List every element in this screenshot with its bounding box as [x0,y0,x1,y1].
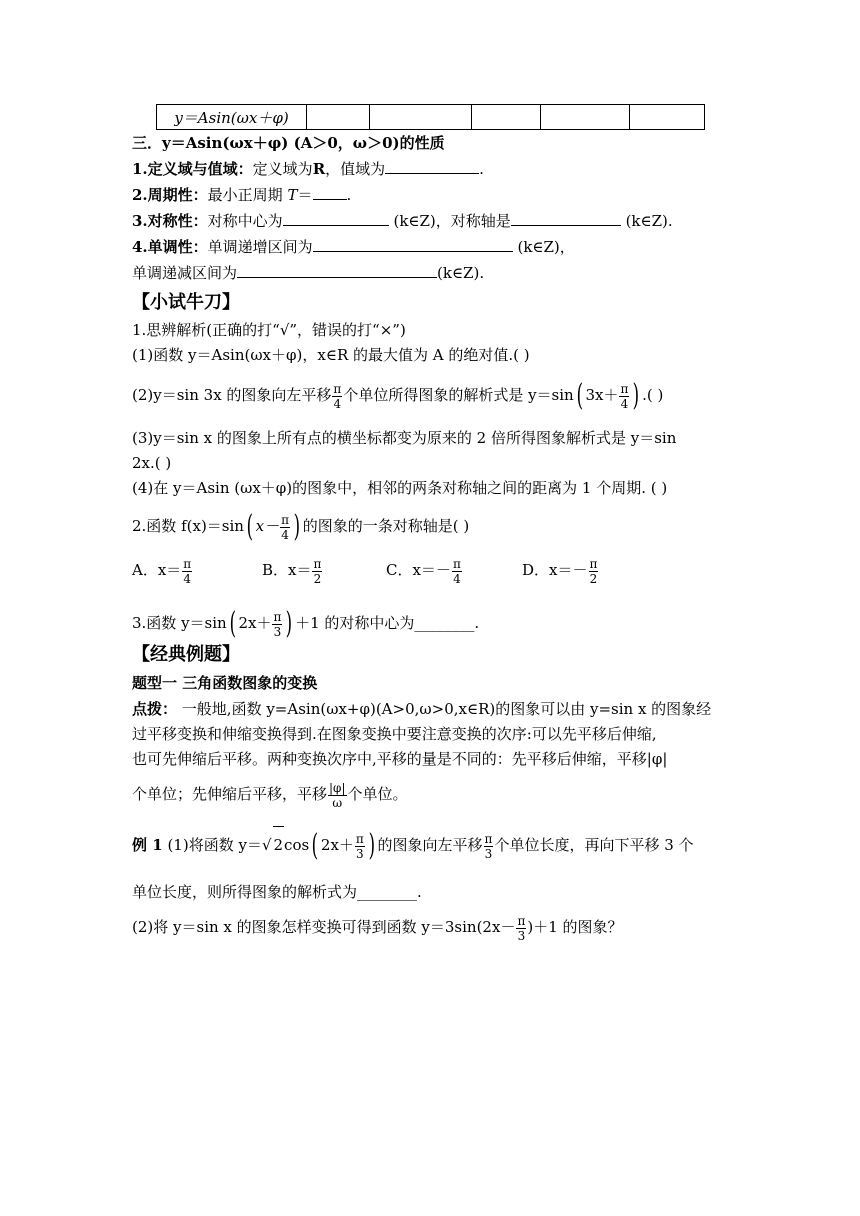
table-cell [541,105,630,130]
answer-blank[interactable] [313,237,513,252]
q1-item-3-cont: 2x.( ) [132,454,172,472]
q2-option-a[interactable]: A．x＝ $\frac{\pi}{4}$ [132,556,192,586]
q1-item-3: (3)y＝sin x 的图象上所有点的横坐标都变为原来的 2 倍所得图象解析式是 y＝sin [132,429,677,447]
property-monotonicity-cont: 单调递减区间为 (k∈Z). [132,264,485,282]
q2-option-c[interactable]: C．x＝－ $\frac{\pi}{4}$ [386,556,461,586]
q2-option-b[interactable]: B．x＝ $\frac{\pi}{2}$ [262,556,322,586]
q1-item-2: (2)y＝sin 3x 的图象向左平移 $\frac{\pi}{4}$ 个单位所得图象的解析式是 y＝sin( 3x＋ $\frac{\pi}{4}$ ) .( ) [132,378,664,413]
answer-blank[interactable] [511,211,621,226]
answer-blank[interactable] [237,263,437,278]
table-cell [630,105,705,130]
answer-blank[interactable] [313,185,347,200]
section-three-title: 三．y＝Asin(ωx＋φ) (A＞0，ω＞0)的性质 [132,134,445,152]
q1-item-1: (1)函数 y＝Asin(ωx＋φ)，x∈R 的最大值为 A 的绝对值.( ) [132,346,530,364]
table-row [157,105,705,130]
property-domain-range: 1.定义域与值域：定义域为R，值域为 . [132,160,484,178]
tip-line-3: 也可先伸缩后平移。两种变换次序中,平移的量是不同的：先平移后伸缩，平移|φ| [132,750,668,768]
examples-heading: 【经典例题】 [132,644,240,665]
tip-line-1: 点拨： 一般地,函数 y=Asin(ωx+φ)(A>0,ω>0,x∈R)的图象可以由 y=sin x 的图象经 [132,700,712,718]
practice-heading: 【小试牛刀】 [132,292,240,313]
example-1-part-2: (2)将 y＝sin x 的图象怎样变换可得到函数 y＝3sin(2x－ $\frac{\pi}{3}$ )＋1 的图象？ [132,913,623,943]
q2-option-d[interactable]: D．x＝－ $\frac{\pi}{2}$ [522,556,598,586]
table-cell [370,105,472,130]
q1-intro: 1.思辨解析(正确的打“√”，错误的打“×”) [132,321,406,339]
answer-blank[interactable] [385,159,479,174]
q1-item-4: (4)在 y＝Asin (ωx＋φ)的图象中，相邻的两条对称轴之间的距离为 1 个周期. ( ) [132,479,668,497]
formula-table [156,104,705,130]
example-1-part-1-cont: 单位长度，则所得图象的解析式为________. [132,883,422,901]
table-cell [472,105,541,130]
q2-stem: 2.函数 f(x)＝sin( x－ $\frac{\pi}{4}$ ) 的图象的一条对称轴是( ) [132,509,470,544]
property-monotonicity: 4.单调性：单调递增区间为 (k∈Z)， [132,238,575,256]
type-one-title: 题型一 三角函数图象的变换 [132,674,318,692]
property-period: 2.周期性：最小正周期 T＝ . [132,186,352,204]
answer-blank[interactable] [283,211,389,226]
q3-stem: 3.函数 y＝sin( 2x＋ $\frac{\pi}{3}$ ) ＋1 的对称中心为________. [132,606,480,641]
table-cell-formula: y＝Asin(ωx＋φ) [157,105,307,130]
tip-line-4: 个单位；先伸缩后平移，平移 $\frac{|\varphi|}{\omega}$ 个单位。 [132,780,408,810]
table-cell [307,105,370,130]
property-symmetry: 3.对称性：对称中心为 (k∈Z)，对称轴是 (k∈Z). [132,212,673,230]
example-1-part-1: 例 1 (1)将函数 y＝√ 2cos( 2x＋ $\frac{\pi}{3}$ ) 的图象向左平移 $\frac{\pi}{3}$ 个单位长度，再向下平移 3 个 [132,828,694,863]
tip-line-2: 过平移变换和伸缩变换得到.在图象变换中要注意变换的次序:可以先平移后伸缩, [132,725,657,743]
